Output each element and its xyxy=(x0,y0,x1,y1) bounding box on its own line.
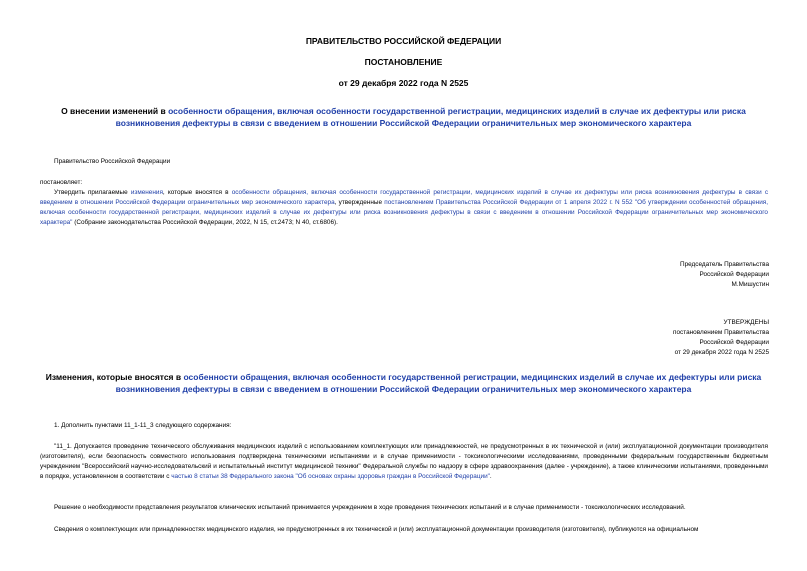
signature-line-3: М.Мишустин xyxy=(731,281,769,288)
main-text-1: Утвердить прилагаемые xyxy=(54,189,131,196)
approval-line-4: от 29 декабря 2022 года N 2525 xyxy=(674,349,769,356)
approval-line-1: УТВЕРЖДЕНЫ xyxy=(723,319,769,326)
signature-line-1: Председатель Правительства xyxy=(680,261,769,268)
changes-title-link[interactable]: особенности обращения, включая особенности государственной регистрации, медицинских изделий в случае их дефектуры или риска возникновения дефектуры в связи с введением в отношении Российской Федерации ограничительных мер экономического характера xyxy=(115,372,762,394)
federal-law-link[interactable]: частью 8 статьи 38 Федерального закона "Об основах охраны здоровья граждан в Российской Федерации" xyxy=(171,473,490,480)
changes-title-prefix: Изменения, которые вносятся в xyxy=(45,372,184,382)
body-paragraph-1: 1. Дополнить пунктами 11_1-11_3 следующего содержания: xyxy=(54,422,232,429)
approval-line-3: Российской Федерации xyxy=(699,339,769,346)
document-type: ПОСТАНОВЛЕНИЕ xyxy=(364,57,443,67)
body-paragraph-4: Сведения о комплектующих или принадлежностях медицинского изделия, не предусмотренных в их технической и (или) эксплуатационной документации производителя (изготовителя), публикуются на официальном xyxy=(54,526,699,533)
changes-title xyxy=(40,371,767,395)
preamble-government: Правительство Российской Федерации xyxy=(54,158,171,165)
signature-line-2: Российской Федерации xyxy=(699,271,769,278)
main-paragraph xyxy=(40,188,768,228)
features-link[interactable]: особенности обращения, включая особенности государственной регистрации, медицинских изделий в случае их дефектуры или риска возникновения дефектуры в связи с введением в отношении Российской Федерации ограничительных мер экономического характера xyxy=(40,189,769,206)
body-p2-text-1: "11_1. Допускается проведение технического обслуживания медицинских изделий с использованием комплектующих или принадлежностей, не предусмотренных в их технической и (или) эксплуатационной документации производителя (изготовителя), если безопасность совместного использования подтверждена техническими испытаниями и в случае применимости - токсикологическими исследованиями, проведенными федеральным государственным бюджетным учреждением "Всероссийский научно-исследовательский и испытательный институт медицинской техники" Федеральной службы по надзору в сфере здравоохранения (далее - учреждение), а также клиническими испытаниями, проведенными в порядке, установленном в соответствии с xyxy=(40,443,768,480)
document-date-number: от 29 декабря 2022 года N 2525 xyxy=(338,78,469,88)
government-header: ПРАВИТЕЛЬСТВО РОССИЙСКОЙ ФЕДЕРАЦИИ xyxy=(305,36,502,46)
approval-block xyxy=(673,318,769,358)
body-paragraph-3: Решение о необходимости представления результатов клинических испытаний принимается учреждением в ходе проведения технических испытаний и в случае применимости - токсикологических исследований. xyxy=(54,504,686,511)
body-p2-text-2: . xyxy=(489,473,492,480)
document-title xyxy=(40,105,767,129)
preamble-decrees: постановляет: xyxy=(40,179,83,186)
changes-link[interactable]: изменения xyxy=(130,189,163,196)
main-text-3: , утвержденные xyxy=(334,199,385,206)
title-link[interactable]: особенности обращения, включая особенности государственной регистрации, медицинских изделий в случае их дефектуры или риска возникновения дефектуры в связи с введением в отношении Российской Федерации ограничительных мер экономического характера xyxy=(115,106,746,128)
title-prefix: О внесении изменений в xyxy=(61,106,169,116)
approval-line-2: постановлением Правительства xyxy=(673,329,769,336)
resolution-552-link[interactable]: постановлением Правительства Российской Федерации от 1 апреля 2022 г. N 552 "Об утверждении особенностей обращения, включая особенности государственной регистрации, медицинских изделий в случае их дефектуры или риска возникновения дефектуры в связи с введением в отношении Российской Федерации ограничительных мер экономического характера" xyxy=(40,199,769,226)
main-text-2: , которые вносятся в xyxy=(162,189,232,196)
body-paragraph-2 xyxy=(40,442,768,482)
main-text-4: (Собрание законодательства Российской Федерации, 2022, N 15, ст.2473; N 40, ст.6806). xyxy=(72,219,338,226)
signature-block xyxy=(680,260,769,290)
